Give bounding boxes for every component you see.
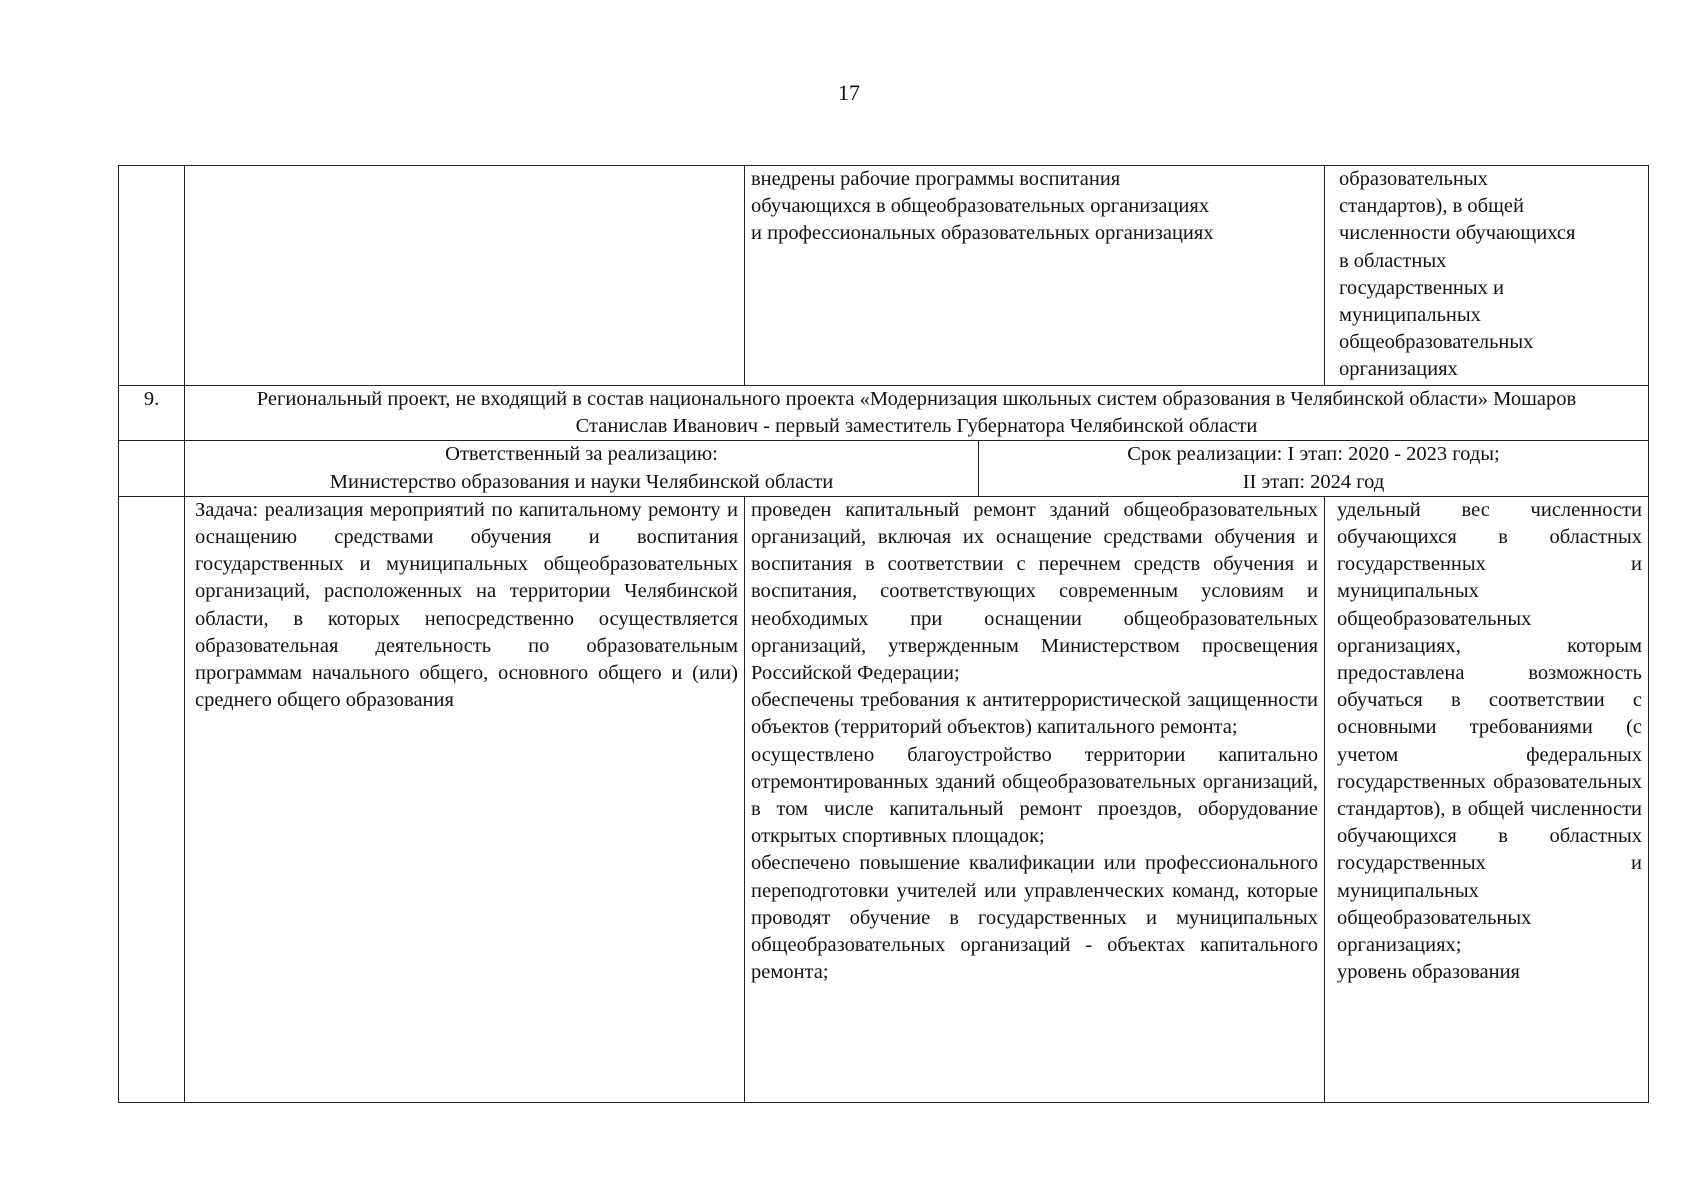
- responsible-label: Ответственный за реализацию:: [445, 443, 718, 466]
- indicator-item: удельный вес численности обучающихся в областных государственных и муниципальных общеобразовательных организациях, которым предоставлена возможность обучаться в соответствии с основными требованиями (с учетом федеральных государственных образовательных стандартов), в общей численности обучающихся в областных государственных и муниципальных общеобразовательных организациях;: [1337, 498, 1642, 957]
- result-item: осуществлено благоустройство территории капитально отремонтированных зданий общеобразовательных организаций, в том числе капитальный ремонт проездов, оборудование открытых спортивных площадок;: [751, 743, 1318, 848]
- result-line: обучающихся в общеобразовательных организациях: [751, 195, 1210, 218]
- indicators-cell: [1325, 496, 1649, 1102]
- section-number: 9.: [119, 386, 185, 441]
- table-row-section-heading: [119, 386, 1649, 441]
- responsible-value: Министерство образования и науки Челябинской области: [329, 470, 834, 493]
- indicator-line: в областных: [1339, 249, 1447, 272]
- section-title: Региональный проект, не входящий в состав национального проекта «Модернизация школьных систем образования в Челябинской области» Мошаров Станислав Иванович - первый заместитель Губернатора Челябинской области: [185, 386, 1649, 441]
- period-cell: [979, 441, 1649, 496]
- task-text: Задача: реализация мероприятий по капитальному ремонту и оснащению средствами обучения и воспитания государственных и муниципальных общеобразовательных организаций, расположенных на территории Челябинской области, в которых непосредственно осуществляется образовательная деятельность по образовательным программам начального общего, основного общего и (или) среднего общего образования: [195, 498, 738, 712]
- indicator-line: стандартов), в общей: [1339, 195, 1524, 218]
- result-line: и профессиональных образовательных организациях: [751, 222, 1214, 245]
- cell-results-continued: [745, 166, 1325, 386]
- indicator-line: муниципальных: [1339, 304, 1481, 327]
- task-cell: [185, 496, 745, 1102]
- indicator-line: образовательных: [1339, 168, 1488, 190]
- table-row-continued: [119, 166, 1649, 386]
- result-line: внедрены рабочие программы воспитания: [751, 168, 1121, 190]
- indicator-item: уровень образования: [1337, 961, 1520, 984]
- result-item: проведен капитальный ремонт зданий общеобразовательных организаций, включая их оснащение средствами обучения и воспитания в соответствии с перечнем средств обучения и воспитания, соответствующих современным условиям и необходимых при оснащении общеобразовательных организаций, утвержденным Министерством просвещения Российской Федерации;: [751, 498, 1318, 685]
- responsible-cell: [185, 441, 979, 496]
- cell-number-empty: [119, 496, 185, 1102]
- result-item: обеспечены требования к антитеррористической защищенности объектов (территорий объектов) капитального ремонта;: [751, 689, 1318, 739]
- cell-number-empty: [119, 441, 185, 496]
- result-item: обеспечено повышение квалификации или профессионального переподготовки учителей или управленческих команд, которые проводят обучение в государственных и муниципальных общеобразовательных организаций - объектах капитального ремонта;: [751, 852, 1318, 984]
- indicator-line: численности обучающихся: [1339, 222, 1576, 245]
- table-row-responsible: [119, 441, 1649, 496]
- program-table: [118, 165, 1649, 1103]
- indicator-line: общеобразовательных: [1339, 331, 1534, 354]
- cell-indicators-continued: [1325, 166, 1649, 386]
- page-number: 17: [838, 80, 860, 105]
- cell-number-empty: [119, 166, 185, 386]
- results-cell: [745, 496, 1325, 1102]
- period-line-2: II этап: 2024 год: [1242, 470, 1385, 493]
- cell-task-empty: [185, 166, 745, 386]
- indicator-line: государственных и: [1339, 276, 1505, 299]
- indicator-line: организациях: [1339, 358, 1458, 381]
- period-line-1: Срок реализации: I этап: 2020 - 2023 годы;: [1127, 443, 1500, 466]
- table-row-task: [119, 496, 1649, 1102]
